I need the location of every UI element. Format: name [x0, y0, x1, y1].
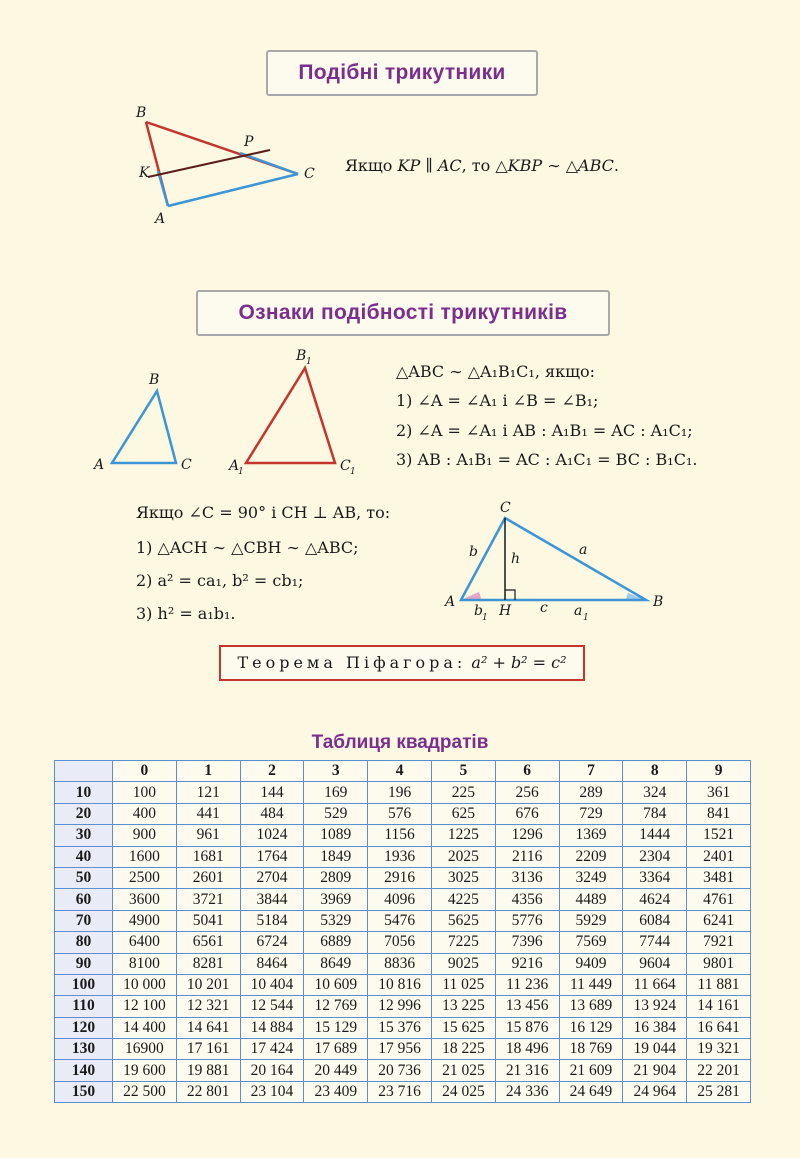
label-side-h: h	[511, 551, 521, 567]
table-cell: 9409	[559, 953, 623, 974]
label-side-c: c	[540, 600, 548, 616]
table-cell: 1296	[495, 825, 559, 846]
table-cell: 4900	[113, 910, 177, 931]
label-c: C	[500, 500, 511, 516]
table-cell: 17 161	[176, 1039, 240, 1060]
table-row	[55, 1060, 751, 1081]
table-row	[55, 910, 751, 931]
section-title-similarity-criteria: Ознаки подібності трикутників	[196, 290, 610, 336]
label-a: A	[155, 211, 166, 227]
table-cell: 8281	[176, 953, 240, 974]
table-row	[55, 867, 751, 888]
table-cell: 4624	[623, 889, 687, 910]
table-cell: 23 716	[368, 1081, 432, 1102]
pythagoras-formula: a² + b² = c²	[471, 653, 567, 672]
table-cell: 16 129	[559, 1017, 623, 1038]
segment-pc-blue	[240, 153, 298, 174]
label-a1-sub: 1	[238, 467, 244, 477]
row-header: 130	[55, 1039, 113, 1060]
right-triangle-fact-2: 2) a² = ca₁, b² = cb₁;	[136, 571, 304, 590]
label-side-a: a	[579, 542, 588, 558]
row-header: 70	[55, 910, 113, 931]
row-header: 80	[55, 932, 113, 953]
table-cell: 5041	[176, 910, 240, 931]
table-cell: 529	[304, 803, 368, 824]
table-cell: 11 236	[495, 974, 559, 995]
table-cell: 18 225	[431, 1039, 495, 1060]
table-cell: 16 384	[623, 1017, 687, 1038]
row-header: 140	[55, 1060, 113, 1081]
table-cell: 24 025	[431, 1081, 495, 1102]
table-cell: 21 609	[559, 1060, 623, 1081]
table-cell: 1521	[687, 825, 751, 846]
table-cell: 21 316	[495, 1060, 559, 1081]
table-cell: 1764	[240, 846, 304, 867]
table-cell: 1600	[113, 846, 177, 867]
table-cell: 441	[176, 803, 240, 824]
table-cell: 13 225	[431, 996, 495, 1017]
table-cell: 24 964	[623, 1081, 687, 1102]
figure-kbp-abc	[135, 105, 315, 227]
table-cell: 10 201	[176, 974, 240, 995]
table-cell: 6241	[687, 910, 751, 931]
label-k: K	[139, 165, 150, 181]
table-cell: 3969	[304, 889, 368, 910]
table-row	[55, 974, 751, 995]
table-cell: 1225	[431, 825, 495, 846]
label-b1: b	[474, 603, 483, 619]
table-cell: 12 100	[113, 996, 177, 1017]
column-header: 4	[368, 761, 432, 782]
figure-right-triangle	[443, 500, 663, 623]
squares-table-title: Таблиця квадратів	[311, 732, 489, 753]
table-cell: 6889	[304, 932, 368, 953]
table-cell: 144	[240, 782, 304, 803]
table-cell: 7569	[559, 932, 623, 953]
label-c: C	[304, 166, 315, 182]
table-cell: 12 544	[240, 996, 304, 1017]
figure-two-triangles	[92, 348, 356, 477]
label-a: A	[94, 457, 105, 473]
table-cell: 729	[559, 803, 623, 824]
table-cell: 14 400	[113, 1017, 177, 1038]
table-cell: 4489	[559, 889, 623, 910]
table-cell: 9216	[495, 953, 559, 974]
column-header: 0	[113, 761, 177, 782]
table-cell: 6561	[176, 932, 240, 953]
label-c1-sub: 1	[350, 467, 356, 477]
row-header: 20	[55, 803, 113, 824]
table-cell: 169	[304, 782, 368, 803]
table-cell: 3249	[559, 867, 623, 888]
row-header: 30	[55, 825, 113, 846]
table-cell: 5929	[559, 910, 623, 931]
table-cell: 12 769	[304, 996, 368, 1017]
table-cell: 20 449	[304, 1060, 368, 1081]
table-cell: 19 881	[176, 1060, 240, 1081]
table-cell: 24 336	[495, 1081, 559, 1102]
table-cell: 8100	[113, 953, 177, 974]
label-p: P	[244, 134, 254, 150]
table-cell: 7056	[368, 932, 432, 953]
table-cell: 1849	[304, 846, 368, 867]
table-cell: 2916	[368, 867, 432, 888]
segment-ka-blue	[158, 171, 168, 206]
row-header: 40	[55, 846, 113, 867]
label-b: B	[136, 105, 147, 121]
table-cell: 22 500	[113, 1081, 177, 1102]
table-cell: 17 424	[240, 1039, 304, 1060]
table-cell: 3136	[495, 867, 559, 888]
table-cell: 3844	[240, 889, 304, 910]
table-cell: 2401	[687, 846, 751, 867]
table-cell: 12 321	[176, 996, 240, 1017]
table-cell: 4356	[495, 889, 559, 910]
table-cell: 13 924	[623, 996, 687, 1017]
table-cell: 22 801	[176, 1081, 240, 1102]
table-cell: 16 641	[687, 1017, 751, 1038]
table-cell: 625	[431, 803, 495, 824]
label-b: B	[149, 372, 160, 388]
label-b: B	[653, 594, 664, 610]
table-cell: 2601	[176, 867, 240, 888]
criteria-lead: △ABC ∼ △A₁B₁C₁, якщо:	[396, 362, 595, 381]
table-cell: 14 161	[687, 996, 751, 1017]
table-row	[55, 1039, 751, 1060]
column-header: 5	[431, 761, 495, 782]
pythagoras-name: Теорема Піфагора:	[237, 653, 467, 672]
table-cell: 11 664	[623, 974, 687, 995]
label-a: A	[445, 594, 456, 610]
column-header: 3	[304, 761, 368, 782]
table-cell: 676	[495, 803, 559, 824]
table-cell: 2116	[495, 846, 559, 867]
label-a1: A	[229, 458, 240, 474]
squares-table	[54, 760, 751, 1103]
table-cell: 10 000	[113, 974, 177, 995]
table-cell: 961	[176, 825, 240, 846]
table-cell: 25 281	[687, 1081, 751, 1102]
label-b1-sub: 1	[482, 613, 488, 623]
right-angle-mark	[505, 590, 515, 600]
table-cell: 3721	[176, 889, 240, 910]
table-cell: 15 625	[431, 1017, 495, 1038]
table-cell: 17 689	[304, 1039, 368, 1060]
table-cell: 6724	[240, 932, 304, 953]
column-header: 8	[623, 761, 687, 782]
table-cell: 2500	[113, 867, 177, 888]
row-header: 90	[55, 953, 113, 974]
row-header: 50	[55, 867, 113, 888]
triangle-abc-right	[461, 518, 646, 600]
table-row	[55, 1081, 751, 1102]
segment-ac-blue	[168, 174, 298, 206]
table-cell: 12 996	[368, 996, 432, 1017]
table-cell: 5329	[304, 910, 368, 931]
table-row	[55, 996, 751, 1017]
line-kp	[148, 150, 270, 177]
table-cell: 19 321	[687, 1039, 751, 1060]
table-cell: 1444	[623, 825, 687, 846]
table-cell: 5476	[368, 910, 432, 931]
table-cell: 4225	[431, 889, 495, 910]
table-cell: 11 881	[687, 974, 751, 995]
table-row	[55, 846, 751, 867]
table-cell: 361	[687, 782, 751, 803]
table-row	[55, 803, 751, 824]
table-cell: 225	[431, 782, 495, 803]
right-triangle-fact-1: 1) △ACH ∼ △CBH ∼ △ABC;	[136, 538, 359, 557]
table-cell: 16900	[113, 1039, 177, 1060]
row-header: 60	[55, 889, 113, 910]
table-cell: 17 956	[368, 1039, 432, 1060]
triangle-a1b1c1-red	[246, 368, 335, 463]
table-cell: 196	[368, 782, 432, 803]
table-cell: 22 201	[687, 1060, 751, 1081]
table-cell: 2704	[240, 867, 304, 888]
table-cell: 6400	[113, 932, 177, 953]
table-cell: 576	[368, 803, 432, 824]
table-cell: 841	[687, 803, 751, 824]
row-header: 150	[55, 1081, 113, 1102]
table-cell: 324	[623, 782, 687, 803]
label-side-b: b	[469, 544, 478, 560]
criterion-1: 1) ∠A = ∠A₁ і ∠B = ∠B₁;	[396, 391, 599, 410]
table-cell: 11 449	[559, 974, 623, 995]
criterion-3: 3) AB : A₁B₁ = AC : A₁C₁ = BC : B₁C₁.	[396, 450, 698, 469]
table-cell: 15 876	[495, 1017, 559, 1038]
label-b1-sub: 1	[306, 357, 312, 367]
column-header: 1	[176, 761, 240, 782]
table-cell: 7225	[431, 932, 495, 953]
table-header-row	[55, 761, 751, 782]
table-cell: 9801	[687, 953, 751, 974]
table-cell: 2209	[559, 846, 623, 867]
table-cell: 1681	[176, 846, 240, 867]
table-row	[55, 932, 751, 953]
table-cell: 8836	[368, 953, 432, 974]
table-cell: 2809	[304, 867, 368, 888]
table-cell: 5184	[240, 910, 304, 931]
table-cell: 8464	[240, 953, 304, 974]
table-cell: 24 649	[559, 1081, 623, 1102]
table-cell: 7921	[687, 932, 751, 953]
table-cell: 14 641	[176, 1017, 240, 1038]
table-row	[55, 1017, 751, 1038]
table-cell: 15 129	[304, 1017, 368, 1038]
table-cell: 7396	[495, 932, 559, 953]
table-cell: 6084	[623, 910, 687, 931]
table-cell: 20 736	[368, 1060, 432, 1081]
table-cell: 15 376	[368, 1017, 432, 1038]
section-title-similar-triangles: Подібні трикутники	[266, 50, 538, 96]
table-cell: 121	[176, 782, 240, 803]
right-triangle-fact-3: 3) h² = a₁b₁.	[136, 604, 236, 623]
table-cell: 10 404	[240, 974, 304, 995]
pythagoras-theorem-box	[219, 645, 585, 681]
table-cell: 20 164	[240, 1060, 304, 1081]
table-cell: 3481	[687, 867, 751, 888]
table-cell: 1024	[240, 825, 304, 846]
table-cell: 1156	[368, 825, 432, 846]
label-c: C	[181, 457, 192, 473]
right-triangle-lead: Якщо ∠C = 90° і CH ⊥ AB, то:	[136, 503, 391, 522]
table-cell: 900	[113, 825, 177, 846]
column-header: 9	[687, 761, 751, 782]
table-cell: 1369	[559, 825, 623, 846]
table-corner-cell	[55, 761, 113, 782]
table-cell: 23 104	[240, 1081, 304, 1102]
table-cell: 3364	[623, 867, 687, 888]
table-cell: 21 904	[623, 1060, 687, 1081]
table-cell: 784	[623, 803, 687, 824]
table-cell: 19 600	[113, 1060, 177, 1081]
row-header: 10	[55, 782, 113, 803]
table-cell: 10 816	[368, 974, 432, 995]
table-cell: 7744	[623, 932, 687, 953]
table-row	[55, 825, 751, 846]
row-header: 120	[55, 1017, 113, 1038]
table-cell: 3025	[431, 867, 495, 888]
table-cell: 8649	[304, 953, 368, 974]
table-cell: 21 025	[431, 1060, 495, 1081]
label-h: H	[499, 603, 512, 619]
similarity-statement: Якщо KP ∥ AC, то △KBP ∼ △ABC.	[345, 156, 619, 175]
table-cell: 5625	[431, 910, 495, 931]
table-cell: 289	[559, 782, 623, 803]
label-a1-sub: 1	[583, 613, 589, 623]
table-cell: 18 496	[495, 1039, 559, 1060]
label-a1: a	[574, 603, 583, 619]
column-header: 7	[559, 761, 623, 782]
column-header: 6	[495, 761, 559, 782]
table-row	[55, 953, 751, 974]
table-cell: 9604	[623, 953, 687, 974]
table-cell: 13 456	[495, 996, 559, 1017]
table-cell: 3600	[113, 889, 177, 910]
triangle-abc-blue	[112, 391, 176, 463]
table-cell: 256	[495, 782, 559, 803]
table-cell: 13 689	[559, 996, 623, 1017]
table-cell: 400	[113, 803, 177, 824]
table-cell: 484	[240, 803, 304, 824]
table-cell: 1936	[368, 846, 432, 867]
table-cell: 14 884	[240, 1017, 304, 1038]
row-header: 100	[55, 974, 113, 995]
table-cell: 1089	[304, 825, 368, 846]
table-cell: 100	[113, 782, 177, 803]
row-header: 110	[55, 996, 113, 1017]
column-header: 2	[240, 761, 304, 782]
table-cell: 23 409	[304, 1081, 368, 1102]
table-cell: 2304	[623, 846, 687, 867]
table-row	[55, 889, 751, 910]
table-row	[55, 782, 751, 803]
label-c1: C	[340, 458, 351, 474]
label-b1: B	[296, 348, 307, 364]
table-cell: 2025	[431, 846, 495, 867]
table-cell: 4761	[687, 889, 751, 910]
table-cell: 9025	[431, 953, 495, 974]
table-cell: 19 044	[623, 1039, 687, 1060]
table-cell: 5776	[495, 910, 559, 931]
criterion-2: 2) ∠A = ∠A₁ і AB : A₁B₁ = AC : A₁C₁;	[396, 421, 693, 440]
table-cell: 10 609	[304, 974, 368, 995]
table-cell: 4096	[368, 889, 432, 910]
table-cell: 11 025	[431, 974, 495, 995]
table-cell: 18 769	[559, 1039, 623, 1060]
